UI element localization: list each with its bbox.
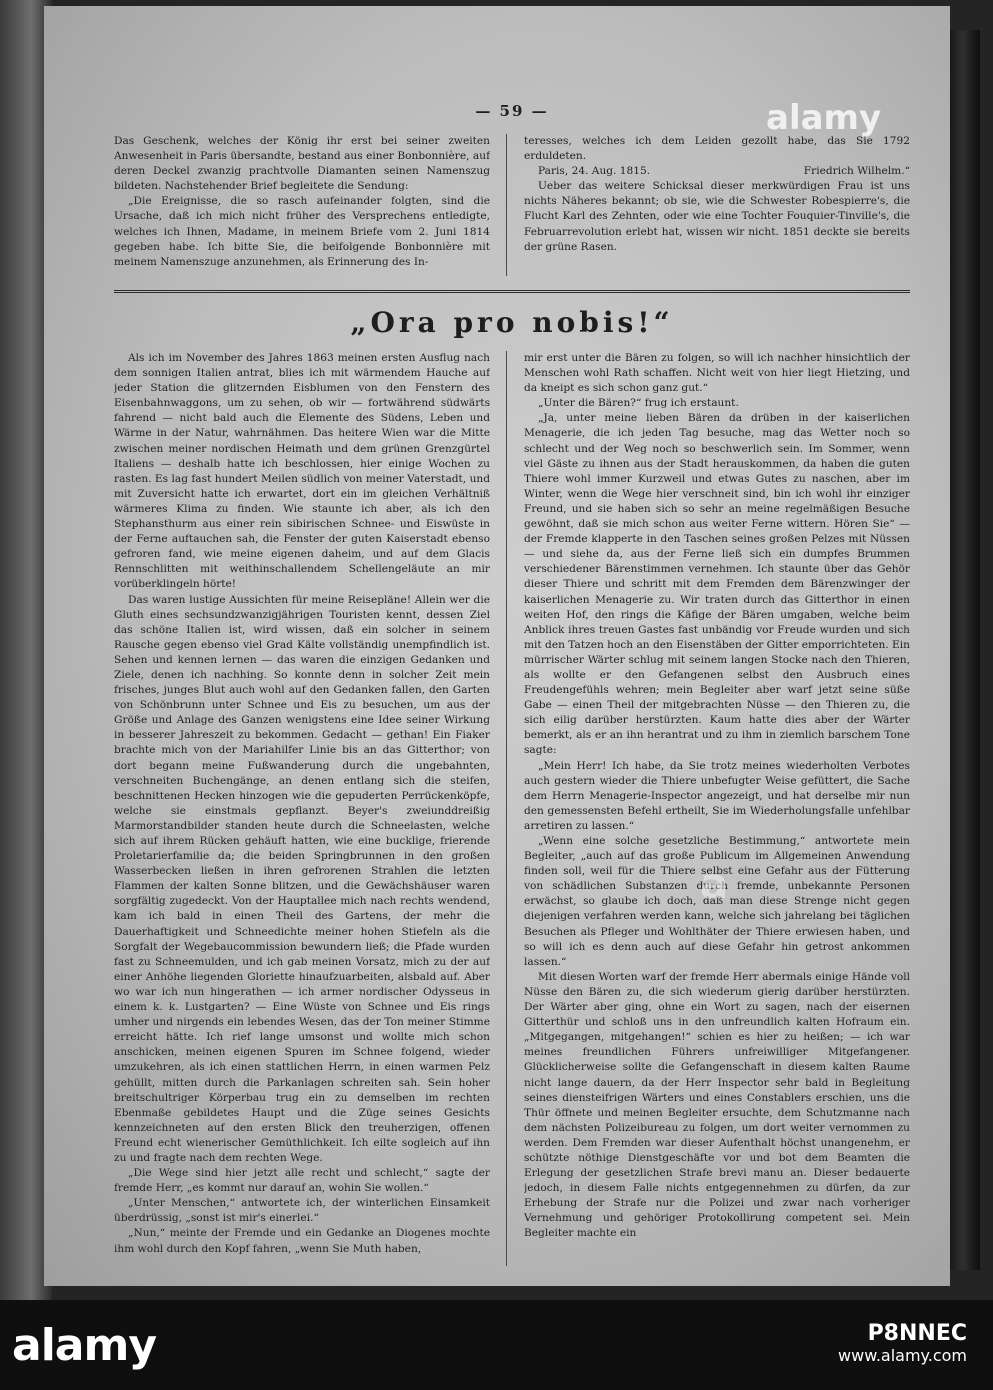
paragraph: Das Geschenk, welches der König ihr erst bei seiner zweiten Anwesenheit in Paris übersandte, bestand aus einer Bonbonnière, auf deren Deckel zwanzig prachtvolle Diamanten seinen Namenszug bildeten. Nachstehender Brief begleitete die Sendung: (114, 135, 490, 193)
paragraph: „Die Wege sind hier jetzt alle recht und schlecht,“ sagte der fremde Herr, „es kommt nur darauf an, wohin Sie wollen.“ (114, 1167, 490, 1195)
watermark: a (700, 859, 729, 908)
paragraph: Mit diesen Worten warf der fremde Herr abermals einige Hände voll Nüsse den Bären zu, die sich wiederum gierig darüber herstürzten. Der Wärter aber ging, ohne ein Wort zu sagen, nach der eisernen Gitterthür und schloß uns in den unfreundlich kalten Hofraum ein. „Mitgegangen, mitgehangen!“ schien es hier zu heißen; — ich war meines freundlichen Führers unfreiwilliger Mitgefangener. Glücklicherweise sollte die Gefangenschaft in diesem kalten Raume nicht lange dauern, da der Herr Inspector sehr bald in Begleitung seines diensteifrigen Wärters und eines Constablers erschien, uns die Thür öffnete und meinen Begleiter ersuchte, dem Schutzmanne nach dem nächsten Polizeibureau zu folgen, um dort weiter vernommen zu werden. Dem Fremden war dieser Aufenthalt höchst unangenehm, er schützte nöthige Dienstgeschäfte vor und bot dem Beamten die Erlegung der gesetzlichen Strafe brevi manu an. Dieser bedauerte jedoch, in diesem Falle nichts entgegennehmen zu dürfen, da zur Erhebung der Strafe nur die Polizei und zwar nach vorheriger Vernehmung und gehöriger Protokollirung competent sei. Mein Begleiter machte ein (524, 970, 910, 1240)
signature-place-date: Paris, 24. Aug. 1815. (538, 165, 651, 178)
column-divider (506, 134, 507, 276)
signature-name: Friedrich Wilhelm.“ (803, 165, 910, 178)
article-right-column (524, 351, 910, 1271)
paragraph: Als ich im November des Jahres 1863 meinen ersten Ausflug nach dem sonnigen Italien antrat, blies ich mit wärmendem Hauche auf jeder Station die glitzernden Eisblumen von den Fenstern des Eisenbahnwaggons, um zu sehen, ob wir — fortwährend südwärts fahrend — nicht bald auch die Elemente des Südens, Leben und Wärme in der Natur, wahrnähmen. Das heitere Wien war die Mitte zwischen meiner nordischen Heimath und dem grünen Grenzgürtel Italiens — deshalb hatte ich beschlossen, hier einige Wochen zu rasten. Es lag fast hundert Meilen südlich von meiner Vaterstadt, und mit Zuversicht hatte ich erwartet, dort ein im gleichen Verhältniß wärmeres Klima zu finden. Wie staunte ich aber, als ich den Stephansthurm aus einer rein sibirischen Schnee- und Eiswüste in der Ferne auftauchen sah, die Fenster der guten Kaiserstadt ebenso gefroren fand, wie meine eigenen daheim, und auf dem Glacis Rennschlitten mit weithinschallendem Schellengeläute an mir vorüberklingeln hörte! (114, 352, 490, 591)
top-right-column (524, 134, 910, 276)
paragraph: teresses, welches ich dem Leiden gezollt habe, das Sie 1792 erduldeten. (524, 135, 910, 163)
paragraph: „Die Ereignisse, die so rasch aufeinander folgten, sind die Ursache, daß ich mich nicht früher des Versprechens entledigte, welches ich Ihnen, Madame, in meinem Briefe vom 2. Juni 1814 gegeben habe. Ich bitte Sie, die beifolgende Bonbonnière mit meinem Namenszuge anzunehmen, als Erinnerung des In- (114, 195, 490, 268)
stock-footer (0, 1300, 993, 1390)
paragraph: „Unter die Bären?“ frug ich erstaunt. (538, 397, 739, 410)
paragraph: „Wenn eine solche gesetzliche Bestimmung,“ antwortete mein Begleiter, „auch auf das große Publicum im Allgemeinen Anwendung finden soll, weil für die Thiere selbst eine Gefahr aus der Fütterung von schädlichen Substanzen durch fremde, unbekannte Personen erwächst, so glaube ich doch, daß man diese Strenge nicht gegen diejenigen verfahren werden kann, welche sich jahrelang bei täglichen Besuchen als Pfleger und Wohlthäter der Thiere erwiesen haben, und so will ich es denn auch auf diese Gefahr hin getrost ankommen lassen.“ (524, 835, 910, 968)
paragraph: „Unter Menschen,“ antwortete ich, der winterlichen Einsamkeit überdrüssig, „sonst ist mir's einerlei.“ (114, 1197, 490, 1225)
alamy-logo: alamy (12, 1319, 156, 1371)
book-page (44, 6, 950, 1286)
image-id: P8NNEC (867, 1321, 967, 1346)
paragraph: Das waren lustige Aussichten für meine Reisepläne! Allein wer die Gluth eines sechsundzwanzigjährigen Touristen kennt, dessen Ziel das schöne Italien ist, wird wissen, daß ein solcher in seinem Rausche gegen ebenso viel Grad Kälte vollständig unempfindlich ist. Sehen und kennen lernen — das waren die einzigen Gedanken und Ziele, denen ich nachhing. So konnte denn in solcher Zeit mein frisches, junges Blut auch wohl auf den Gedanken fallen, den Garten von Schönbrunn unter Schnee und Eis zu besuchen, um aus der Größe und Anlage des Ganzen wenigstens eine Idee seiner Wirkung in besserer Jahreszeit zu bekommen. Gedacht — gethan! Ein Fiaker brachte mich von der Mariahilfer Linie bis an das Gitterthor; von dort begann meine Fußwanderung durch die ungebahnten, verschneiten Buchengänge, an denen entlang sich die steifen, beschnittenen Hecken hinzogen wie die gepuderten Perrückenköpfe, welche sie einstmals gepflanzt. Beyer's zweiunddreißig Marmorstandbilder standen heute durch die Schneelasten, welche sich auf ihrem Rücken gehäuft hatten, wie eine bucklige, frierende Proletarierfamilie da; die beiden Springbrunnen in den großen Wasserbecken ließen in ihren gefrorenen Strahlen die letzten Flammen der kalten Sonne blitzen, und die Gewächshäuser waren sorgfältig zugedeckt. Von der Hauptallee mich nach rechts wendend, kam ich bald in einen Theil des Gartens, der mehr die Dauerhaftigkeit und Schneedichte meiner hohen Stiefeln als die Sorgfalt der Wegebaucommission bewundern ließ; die Pfade wurden fast zu Schneemulden, und ich gab meinen Vorsatz, mich zu der auf einer Anhöhe liegenden Gloriette hinaufzuarbeiten, alsbald auf. Aber wo war ich nun hingerathen — ich armer nordischer Odysseus in einem k. k. Lustgarten? — Eine Wüste von Schnee und Eis rings umher und nirgends ein lebendes Wesen, das der Ton meiner Stimme erreicht hätte. Ich rief lange umsonst und wollte mich schon anschicken, meinen eigenen Spuren im Schnee folgend, wieder umzukehren, als ich einen stattlichen Herrn, in einen warmen Pelz gehüllt, mitten durch die Parkanlagen schreiten sah. Sein hoher breitschultriger Körperbau trug ein zu demselben im rechten Ebenmaße gebildetes Haupt und die Züge seines Gesichts kennzeichneten auf den ersten Blick den treuherzigen, offenen Freund echt wienerischer Gemüthlichkeit. Ich eilte sogleich auf ihn zu und fragte nach dem rechten Wege. (114, 593, 490, 1164)
page-content (114, 6, 910, 1286)
top-left-column (114, 134, 490, 276)
paragraph: „Nun,“ meinte der Fremde und ein Gedanke an Diogenes mochte ihm wohl durch den Kopf fahren, „wenn Sie Muth haben, (114, 1227, 490, 1255)
section-rule (114, 290, 910, 293)
image-meta (838, 1323, 993, 1367)
paragraph: mir erst unter die Bären zu folgen, so will ich nachher hinsichtlich der Menschen wohl Rath schaffen. Nicht weit von hier liegt Hietzing, und da kneipt es sich schon ganz gut.“ (524, 352, 910, 395)
paragraph: Ueber das weitere Schicksal dieser merkwürdigen Frau ist uns nichts Näheres bekannt; ob sie, wie die Schwester Robespierre's, die Flucht Karl des Zehnten, oder wie eine Tochter Fouquier-Tinville's, die Februarrevolution erlebt hat, wissen wir nicht. 1851 deckte sie bereits der grüne Rasen. (524, 180, 910, 253)
column-divider (506, 351, 507, 1266)
book-binding (946, 30, 980, 1270)
letter-signature (524, 164, 910, 179)
article-left-column (114, 351, 490, 1271)
watermark: alamy (766, 98, 882, 138)
paragraph: „Ja, unter meine lieben Bären da drüben in der kaiserlichen Menagerie, die ich jeden Tag besuche, mag das Wetter noch so schlecht und der Weg noch so beschwerlich sein. Im Sommer, wenn viel Gäste zu ihnen aus der Stadt herauskommen, da haben die guten Thiere wohl immer Kurzweil und etwas Gutes zu naschen, aber im Winter, wenn die Wege hier verschneit sind, bin ich wohl ihr einziger Freund, und sie haben sich so sehr an meine regelmäßigen Besuche gewöhnt, daß sie mich schon aus weiter Ferne wittern. Hören Sie“ — der Fremde klapperte in den Taschen seines großen Pelzes mit Nüssen — und siehe da, aus der Ferne ließ sich ein dumpfes Brummen verschiedener Bärenstimmen vernehmen. Ich staunte über das Gehör dieser Thiere und schritt mit dem Fremden dem Bärenzwinger der kaiserlichen Menagerie zu. Wir traten durch das Gitterthor in einen weiten Hof, den rings die Käfige der Bären umgaben, welche beim Anblick ihres treuen Gastes fast unbändig vor Freude wurden und sich mit den Tatzen hoch an den Eisenstäben der Gitter emporrichteten. Ein mürrischer Wärter schlug mit seinem langen Stocke nach den Thieren, als wollte er den Gefangenen selbst den Ausbruch eines Freudengefühls wehren; mein Begleiter aber warf jetzt seine süße Gabe — einen Theil der mitgebrachten Nüsse — den Thieren zu, die sich eilig darüber herstürzten. Kaum hatte dies aber der Wärter bemerkt, als er an ihn herantrat und zu ihm in ziemlich barschem Tone sagte: (524, 412, 910, 757)
site-url: www.alamy.com (838, 1346, 967, 1365)
article-title: „Ora pro nobis!“ (350, 306, 674, 339)
page-number: — 59 — (475, 102, 549, 120)
paragraph: „Mein Herr! Ich habe, da Sie trotz meines wiederholten Verbotes auch gestern wieder die Thiere unbefugter Weise gefüttert, die Sache dem Herrn Menagerie-Inspector angezeigt, und hat derselbe mir nun den gemessensten Befehl ertheilt, Sie im Wiederholungsfalle unfehlbar arretiren zu lassen.“ (524, 759, 910, 832)
